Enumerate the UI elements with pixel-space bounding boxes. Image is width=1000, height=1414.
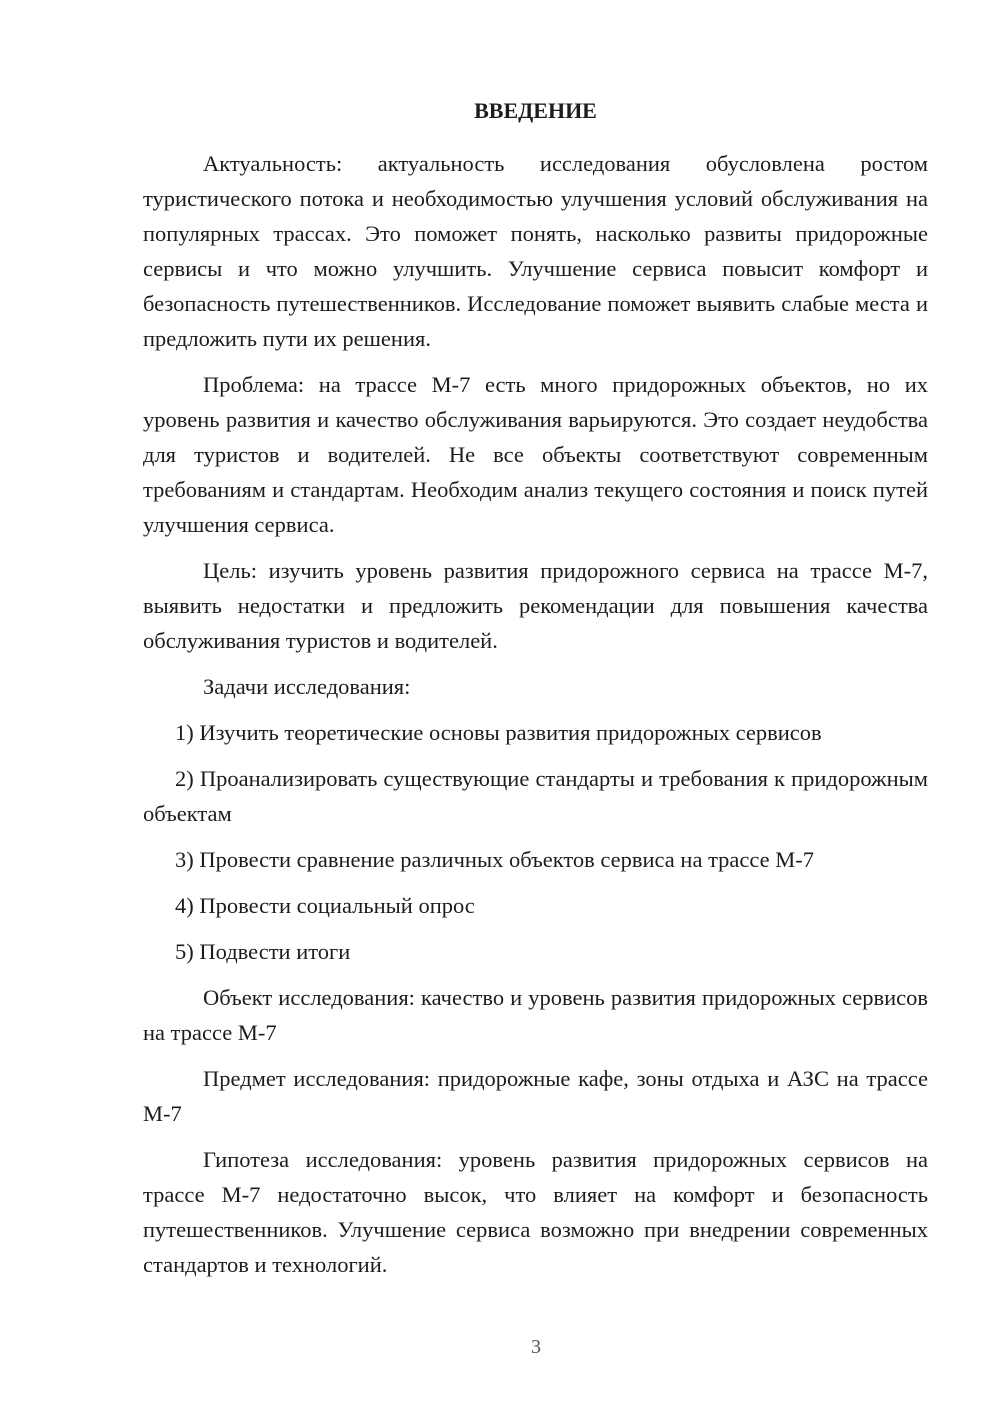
task-item: 1) Изучить теоретические основы развития придорожных сервисов	[175, 720, 822, 745]
task-item: 2) Проанализировать существующие стандарты и требования к придорожным объектам	[143, 766, 928, 826]
task-item: 5) Подвести итоги	[175, 939, 351, 964]
document-body	[143, 93, 928, 1282]
subject-paragraph: Предмет исследования: придорожные кафе, зоны отдыха и АЗС на трассе М-7	[143, 1066, 928, 1126]
goal-paragraph: Цель: изучить уровень развития придорожного сервиса на трассе М-7, выявить недостатки и предложить рекомендации для повышения качества обслуживания туристов и водителей.	[143, 558, 928, 653]
tasks-title: Задачи исследования:	[203, 674, 411, 699]
task-item: 4) Провести социальный опрос	[175, 893, 475, 918]
problem-paragraph: Проблема: на трассе М-7 есть много придорожных объектов, но их уровень развития и качество обслуживания варьируются. Это создает неудобства для туристов и водителей. Не все объекты соответствуют современным требованиям и стандартам. Необходим анализ текущего состояния и поиск путей улучшения сервиса.	[143, 372, 928, 537]
relevance-paragraph: Актуальность: актуальность исследования обусловлена ростом туристического потока и необходимостью улучшения условий обслуживания на популярных трассах. Это поможет понять, насколько развиты придорожные сервисы и что можно улучшить. Улучшение сервиса повысит комфорт и безопасность путешественников. Исследование поможет выявить слабые места и предложить пути их решения.	[143, 151, 928, 351]
page-number: 3	[531, 1336, 541, 1358]
page-title: ВВЕДЕНИЕ	[474, 98, 597, 123]
object-paragraph: Объект исследования: качество и уровень развития придорожных сервисов на трассе М-7	[143, 985, 928, 1045]
hypothesis-paragraph: Гипотеза исследования: уровень развития придорожных сервисов на трассе М-7 недостаточно высок, что влияет на комфорт и безопасность путешественников. Улучшение сервиса возможно при внедрении современных стандартов и технологий.	[143, 1147, 928, 1277]
task-item: 3) Провести сравнение различных объектов сервиса на трассе М-7	[175, 847, 815, 872]
